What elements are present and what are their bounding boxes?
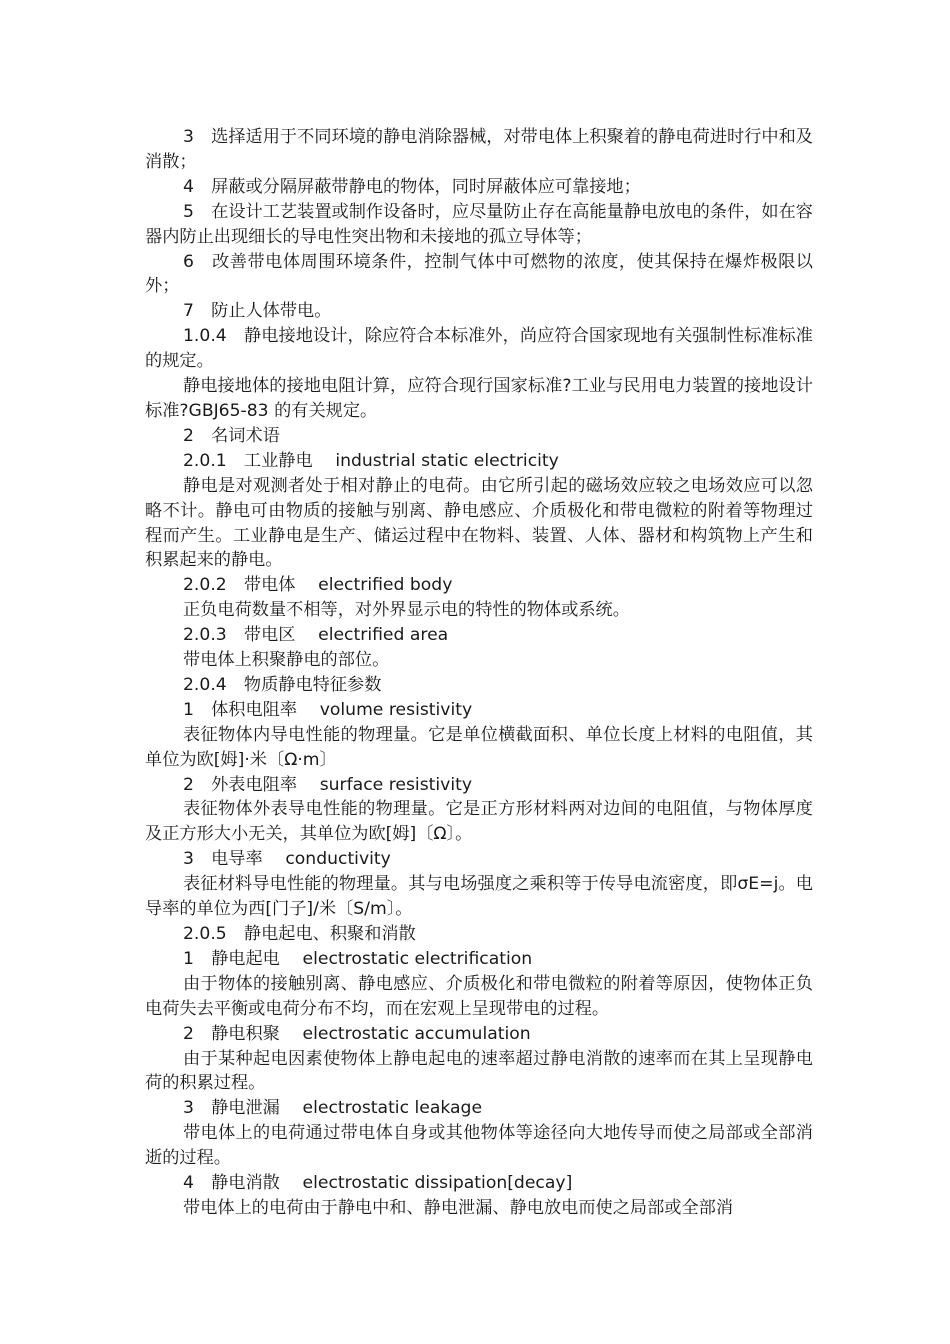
paragraph: 6 改善带电体周围环境条件，控制气体中可燃物的浓度，使其保持在爆炸极限以外；	[145, 251, 813, 297]
paragraph: 正负电荷数量不相等，对外界显示电的特性的物体或系统。	[183, 600, 630, 621]
paragraph: 1.0.4 静电接地设计，除应符合本标准外，尚应符合国家现地有关强制性标准标准的规定。	[145, 326, 813, 372]
term-heading: 2.0.4 物质静电特征参数	[183, 674, 382, 695]
paragraph: 7 防止人体带电。	[183, 301, 332, 322]
term-heading: 3 电导率 conductivity	[183, 849, 391, 870]
paragraph: 由于物体的接触别离、静电感应、介质极化和带电微粒的附着等原因，使物体正负电荷失去平衡或电荷分布不均，而在宏观上呈现带电的过程。	[145, 973, 813, 1019]
term-heading: 2 外表电阻率 surface resistivity	[183, 774, 473, 795]
paragraph: 带电体上的电荷通过带电体自身或其他物体等途径向大地传导而使之局部或全部消逝的过程。	[145, 1123, 813, 1169]
document-body	[145, 125, 813, 1221]
term-heading: 1 体积电阻率 volume resistivity	[183, 699, 473, 720]
paragraph: 表征物体外表导电性能的物理量。它是正方形材料两对边间的电阻值，与物体厚度及正方形大小无关，其单位为欧[姆]〔Ω〕。	[145, 799, 813, 845]
paragraph: 表征材料导电性能的物理量。其与电场强度之乘积等于传导电流密度，即σE=j。电导率的单位为西[门子]/米〔S/m〕。	[145, 874, 813, 920]
paragraph: 3 选择适用于不同环境的静电消除器械，对带电体上积聚着的静电荷进时行中和及消散；	[145, 127, 813, 172]
paragraph: 带电体上积聚静电的部位。	[183, 650, 390, 671]
section-heading: 2 名词术语	[183, 425, 280, 446]
paragraph: 5 在设计工艺装置或制作设备时，应尽量防止存在高能量静电放电的条件，如在容器内防止出现细长的导电性突出物和未接地的孤立导体等；	[145, 201, 813, 247]
term-heading: 2.0.1 工业静电 industrial static electricity	[183, 450, 559, 471]
term-heading: 2.0.2 带电体 electrified body	[183, 575, 453, 596]
paragraph: 带电体上的电荷由于静电中和、静电泄漏、静电放电而使之局部或全部消	[183, 1197, 734, 1218]
paragraph: 表征物体内导电性能的物理量。它是单位横截面积、单位长度上材料的电阻值，其单位为欧[姆]·米〔Ω·m〕	[145, 724, 813, 770]
term-heading: 4 静电消散 electrostatic dissipation[decay]	[183, 1173, 573, 1194]
paragraph: 静电接地体的接地电阻计算，应符合现行国家标准?工业与民用电力装置的接地设计标准?GBJ65-83 的有关规定。	[145, 376, 813, 421]
term-heading: 1 静电起电 electrostatic electrification	[183, 948, 533, 969]
paragraph: 静电是对观测者处于相对静止的电荷。由它所引起的磁场效应较之电场效应可以忽略不计。静电可由物质的接触与别离、静电感应、介质极化和带电微粒的附着等物理过程而产生。工业静电是生产、储运过程中在物料、装置、人体、器材和构筑物上产生和积累起来的静电。	[145, 475, 813, 571]
paragraph: 4 屏蔽或分隔屏蔽带静电的物体，同时屏蔽体应可靠接地；	[183, 176, 641, 197]
term-heading: 3 静电泄漏 electrostatic leakage	[183, 1098, 483, 1119]
paragraph: 由于某种起电因素使物体上静电起电的速率超过静电消散的速率而在其上呈现静电荷的积累过程。	[145, 1048, 813, 1094]
term-heading: 2.0.3 带电区 electrified area	[183, 625, 449, 646]
term-heading: 2.0.5 静电起电、积聚和消散	[183, 924, 416, 944]
term-heading: 2 静电积聚 electrostatic accumulation	[183, 1023, 531, 1044]
